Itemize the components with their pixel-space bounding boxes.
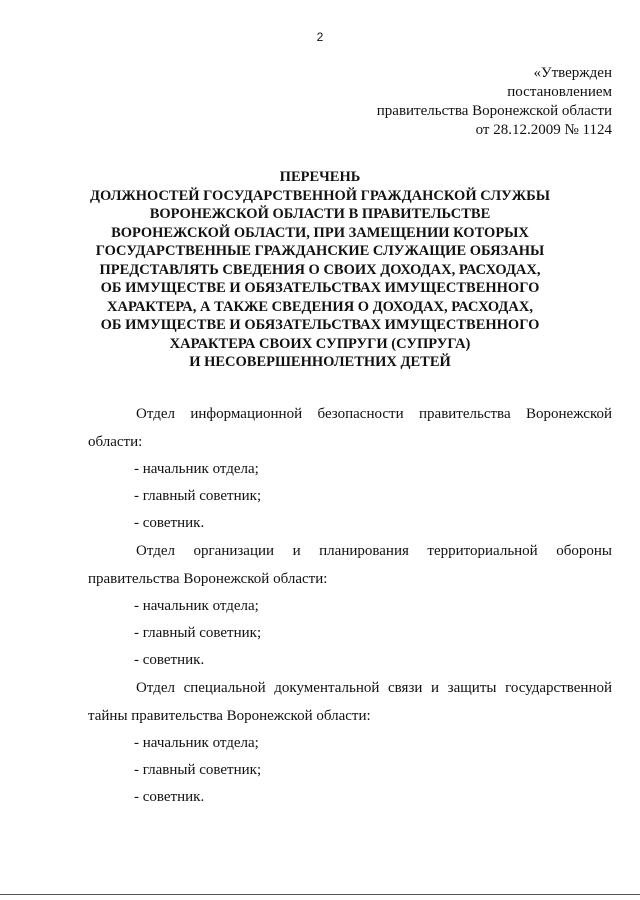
approval-line: постановлением	[507, 84, 612, 100]
department-name-line: Отдел информационной безопасности правительства Воронежской	[136, 406, 612, 422]
position-list	[112, 593, 612, 674]
department-name-line: Отдел специальной документальной связи и защиты государственной	[136, 680, 612, 696]
title-line: ПРЕДСТАВЛЯТЬ СВЕДЕНИЯ О СВОИХ ДОХОДАХ, РАСХОДАХ,	[99, 261, 541, 278]
department-name-line: правительства Воронежской области:	[88, 571, 328, 587]
department-name-line: тайны правительства Воронежской области:	[88, 708, 371, 724]
position-item: - начальник отдела;	[134, 598, 259, 614]
title-line: ХАРАКТЕРА, А ТАКЖЕ СВЕДЕНИЯ О ДОХОДАХ, РАСХОДАХ,	[107, 298, 533, 315]
department-name	[88, 537, 612, 593]
position-item: - главный советник;	[134, 762, 262, 778]
position-item: - советник.	[134, 515, 205, 531]
title-line: ВОРОНЕЖСКОЙ ОБЛАСТИ, ПРИ ЗАМЕЩЕНИИ КОТОРЫХ	[111, 224, 529, 241]
department-block	[88, 674, 612, 811]
position-item: - начальник отдела;	[134, 461, 259, 477]
document-title	[90, 168, 550, 372]
position-item: - начальник отдела;	[134, 735, 259, 751]
department-block	[88, 537, 612, 674]
title-line: И НЕСОВЕРШЕННОЛЕТНИХ ДЕТЕЙ	[189, 354, 451, 370]
position-list	[112, 456, 612, 537]
title-line: ДОЛЖНОСТЕЙ ГОСУДАРСТВЕННОЙ ГРАЖДАНСКОЙ СЛУЖБЫ	[90, 187, 550, 204]
department-name	[88, 674, 612, 730]
position-item: - главный советник;	[134, 488, 262, 504]
title-line: ВОРОНЕЖСКОЙ ОБЛАСТИ В ПРАВИТЕЛЬСТВЕ	[149, 206, 491, 222]
title-line: ОБ ИМУЩЕСТВЕ И ОБЯЗАТЕЛЬСТВАХ ИМУЩЕСТВЕННОГО	[100, 280, 540, 296]
page-number: 2	[316, 30, 324, 44]
department-block	[88, 400, 612, 537]
approval-line: правительства Воронежской области	[376, 103, 612, 119]
page-bottom-edge	[0, 894, 640, 895]
approval-stamp	[377, 64, 612, 140]
department-name	[88, 400, 612, 456]
title-line: ГОСУДАРСТВЕННЫЕ ГРАЖДАНСКИЕ СЛУЖАЩИЕ ОБЯЗАНЫ	[95, 243, 545, 259]
position-item: - советник.	[134, 789, 205, 805]
title-line: ПЕРЕЧЕНЬ	[279, 169, 361, 185]
position-item: - главный советник;	[134, 625, 262, 641]
department-name-line: области:	[88, 434, 143, 450]
department-name-line: Отдел организации и планирования территориальной обороны	[136, 543, 612, 559]
approval-line: «Утвержден	[533, 65, 612, 81]
title-line: ХАРАКТЕРА СВОИХ СУПРУГИ (СУПРУГА)	[169, 335, 471, 352]
title-line: ОБ ИМУЩЕСТВЕ И ОБЯЗАТЕЛЬСТВАХ ИМУЩЕСТВЕННОГО	[100, 317, 540, 333]
position-item: - советник.	[134, 652, 205, 668]
approval-line: от 28.12.2009 № 1124	[475, 122, 612, 138]
position-list	[112, 730, 612, 811]
department-list	[88, 400, 612, 811]
